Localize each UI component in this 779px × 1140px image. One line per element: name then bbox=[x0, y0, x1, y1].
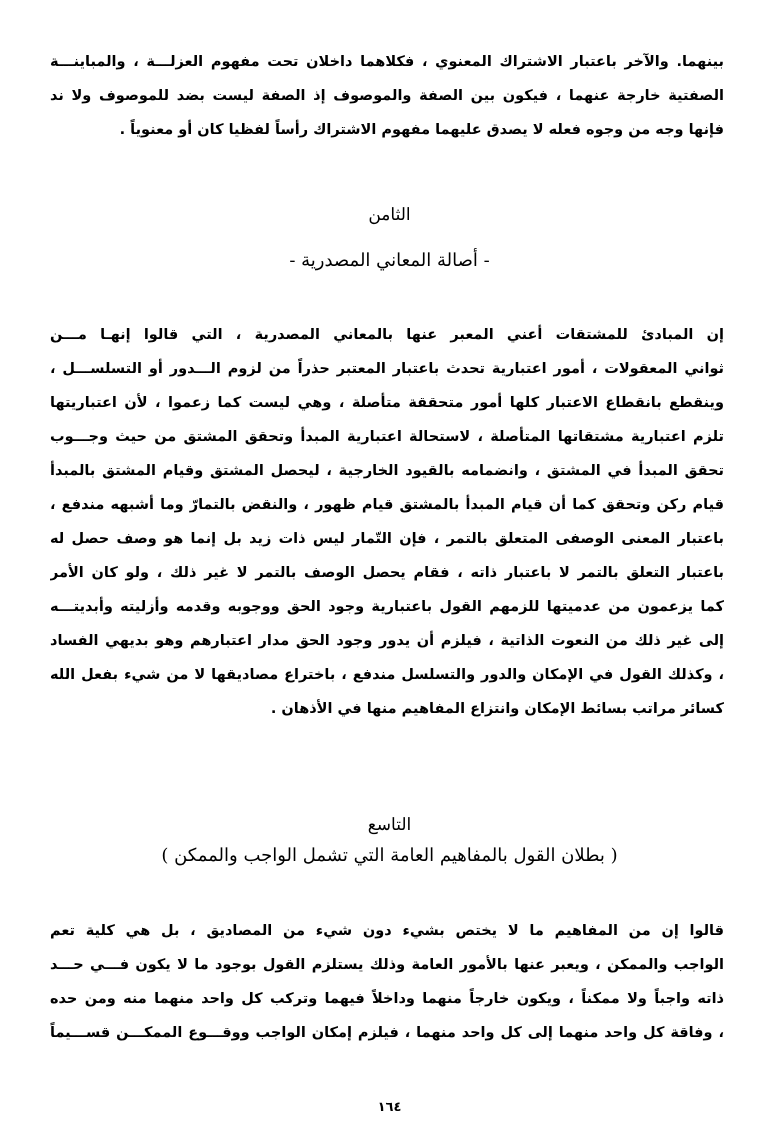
text-line: بينهما. والآخر باعتبار الاشتراك المعنوي ، فكلاهما داخلان تحت مفهوم العزلـــة ، والمباينـــة bbox=[50, 54, 724, 70]
text-line: إلى غير ذلك من النعوت الذاتية ، فيلزم أن يدور وجود الحق مدار اعتبارهم وهو بديهي الفساد bbox=[50, 633, 724, 649]
text-line: باعتبار التعلق بالتمر لا باعتبار ذاته ، فقام يحصل الوصف بالتمر لا غير ذلك ، ولو كان الأمر bbox=[50, 565, 724, 581]
text-line: وينقطع بانقطاع الاعتبار كلها أمور متحققة متأصلة ، وهي ليست كما زعموا ، لأن اعتباريتها bbox=[50, 395, 724, 411]
section-9-paragraph bbox=[50, 914, 724, 1050]
text-line: كما يزعمون من عدميتها للزمهم القول باعتبارية وجود الحق ووجوبه وقدمه وأزليته وأبديتـــه bbox=[50, 599, 724, 615]
page-number: ١٦٤ bbox=[377, 1100, 402, 1115]
text-line: كسائر مراتب بسائط الإمكان وانتزاع المفاهيم منها في الأذهان . bbox=[270, 701, 724, 717]
text-line: تلزم اعتبارية مشتقاتها المتأصلة ، لاستحالة اعتبارية المبدأ وتحقق المشتق من حيث وجـــوب bbox=[50, 429, 724, 445]
text-line: فإنها وجه من وجوه فعله لا يصدق عليهما مفهوم الاشتراك رأساً لفظيا كان أو معنوياً . bbox=[119, 122, 724, 138]
text-line: الصفتية خارجة عنهما ، فيكون بين الصفة والموصوف إذ الصفة ليست بضد للموصوف ولا ند bbox=[50, 88, 724, 104]
text-line: إن المبادئ للمشتقات أعني المعبر عنها بالمعاني المصدرية ، التي قالوا إنهـا مـــن bbox=[50, 327, 724, 343]
section-8-number: الثامن bbox=[368, 205, 411, 225]
intro-paragraph bbox=[50, 45, 724, 147]
text-line: ذاته واجباً ولا ممكناً ، ويكون خارجاً منهما وداخلاً فيهما وتركب كل واحد منهما منه ومن حده bbox=[50, 991, 724, 1007]
text-line: ، وفاقة كل واحد منهما إلى كل واحد منهما ، فيلزم إمكان الواجب ووقـــوع الممكـــن قســـيماً bbox=[50, 1025, 724, 1041]
text-line: تحقق المبدأ في المشتق ، وانضمامه بالقيود الخارجية ، ليحصل المشتق وقيام المشتق بالمبدأ bbox=[50, 463, 724, 479]
text-line: قالوا إن من المفاهيم ما لا يختص بشيء دون شيء من المصاديق ، بل هي كلية تعم bbox=[50, 923, 724, 939]
text-line: باعتبار المعنى الوصفى المتعلق بالتمر ، فإن التّمار ليس ذات زيد بل إنما هو وصف حصل له bbox=[50, 531, 724, 547]
section-8-title: - أصالة المعاني المصدرية - bbox=[289, 250, 490, 271]
section-9-number: التاسع bbox=[367, 815, 412, 835]
text-line: ، وكذلك القول في الإمكان والدور والتسلسل مندفع ، باختراع مصاديقها لا من شيء بفعل الله bbox=[50, 667, 724, 683]
text-line: قيام ركن وتحقق كما أن قيام المبدأ بالمشتق قيام ظهور ، والنقض بالتمارّ وما أشبهه مندفع ، bbox=[50, 497, 724, 513]
section-8-paragraph bbox=[50, 318, 724, 726]
text-line: ثواني المعقولات ، أمور اعتبارية تحدث باعتبار المعتبر حذراً من لزوم الـــدور أو التسلســـل ، bbox=[50, 361, 724, 377]
section-9-title: ( بطلان القول بالمفاهيم العامة التي تشمل الواجب والممكن ) bbox=[161, 845, 618, 866]
text-line: الواجب والممكن ، ويعبر عنها بالأمور العامة وذلك يستلزم القول بوجود ما لا يكون فـــي حـــد bbox=[50, 957, 724, 973]
